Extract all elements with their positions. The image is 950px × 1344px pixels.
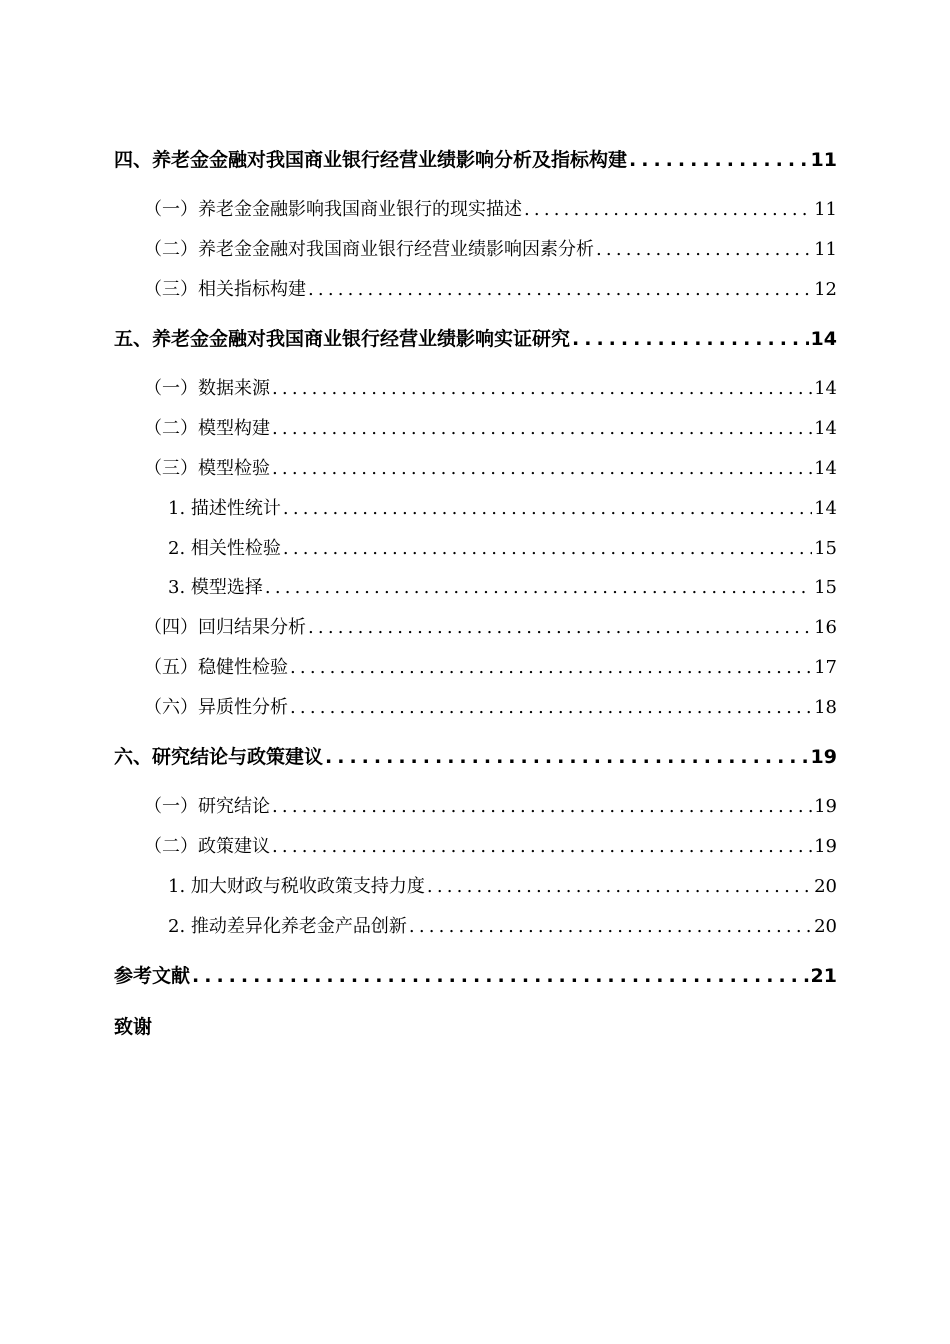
toc-entry-title: （二）政策建议 (144, 836, 270, 857)
toc-entry-5-6[interactable] (144, 693, 837, 723)
dot-leader (263, 573, 812, 603)
dot-leader (190, 961, 809, 991)
toc-entry-page: 14 (810, 328, 837, 350)
dot-leader (281, 494, 812, 524)
dot-leader (270, 454, 812, 484)
toc-entry-title: （二）模型构建 (144, 418, 270, 439)
toc-entry-5-3[interactable] (144, 454, 837, 484)
toc-entry-4-3[interactable] (144, 275, 837, 305)
toc-entry-title: （二）养老金金融对我国商业银行经营业绩影响因素分析 (144, 239, 594, 260)
toc-entry-5-4[interactable] (144, 613, 837, 643)
toc-entry-page: 14 (814, 378, 837, 399)
toc-entry-title: 参考文献 (114, 965, 191, 987)
dot-leader (306, 275, 812, 305)
toc-entry-page: 11 (814, 239, 837, 260)
toc-entry-page: 11 (810, 149, 837, 171)
toc-entry-chapter-6[interactable] (114, 742, 837, 772)
toc-entry-title: 四、养老金金融对我国商业银行经营业绩影响分析及指标构建 (114, 149, 628, 171)
toc-entry-chapter-5[interactable] (114, 324, 837, 354)
dot-leader (270, 374, 812, 404)
toc-entry-acknowledgements[interactable] (114, 1012, 837, 1042)
toc-entry-title: （六）异质性分析 (144, 697, 288, 718)
toc-entry-title: （一）数据来源 (144, 378, 270, 399)
toc-entry-title: （三）模型检验 (144, 458, 270, 479)
toc-entry-5-3-3[interactable] (168, 573, 837, 603)
dot-leader (270, 414, 812, 444)
toc-entry-page: 15 (814, 577, 837, 598)
toc-entry-page: 17 (814, 657, 837, 678)
toc-entry-page: 12 (814, 279, 837, 300)
toc-entry-page: 20 (814, 876, 837, 897)
toc-entry-6-1[interactable] (144, 792, 837, 822)
toc-entry-5-3-2[interactable] (168, 534, 837, 564)
toc-entry-page: 16 (814, 617, 837, 638)
toc-entry-title: 2. 推动差异化养老金产品创新 (168, 916, 407, 937)
toc-entry-title: 3. 模型选择 (168, 577, 263, 598)
toc-entry-title: 五、养老金金融对我国商业银行经营业绩影响实证研究 (114, 328, 571, 350)
toc-entry-page: 19 (814, 796, 837, 817)
toc-entry-4-1[interactable] (144, 195, 837, 225)
dot-leader (281, 534, 812, 564)
toc-entry-page: 14 (814, 458, 837, 479)
toc-entry-page: 14 (814, 498, 837, 519)
toc-entry-title: 2. 相关性检验 (168, 538, 281, 559)
toc-entry-6-2-2[interactable] (168, 912, 837, 942)
dot-leader (323, 742, 809, 772)
toc-entry-title: 1. 描述性统计 (168, 498, 281, 519)
toc-entry-page: 15 (814, 538, 837, 559)
toc-entry-title: （五）稳健性检验 (144, 657, 288, 678)
toc-entry-5-3-1[interactable] (168, 494, 837, 524)
toc-entry-chapter-4[interactable] (114, 145, 837, 175)
toc-entry-title: （三）相关指标构建 (144, 279, 306, 300)
dot-leader (570, 324, 809, 354)
dot-leader (270, 832, 812, 862)
toc-entry-6-2-1[interactable] (168, 872, 837, 902)
toc-entry-page: 21 (810, 965, 837, 987)
dot-leader (288, 653, 812, 683)
toc-entry-page: 19 (814, 836, 837, 857)
dot-leader (288, 693, 812, 723)
toc-entry-5-1[interactable] (144, 374, 837, 404)
toc-entry-title: （一）养老金金融影响我国商业银行的现实描述 (144, 199, 522, 220)
dot-leader (407, 912, 812, 942)
toc-entry-page: 20 (814, 916, 837, 937)
toc-entry-page: 11 (814, 199, 837, 220)
toc-entry-page: 19 (810, 746, 837, 768)
toc-entry-title: （一）研究结论 (144, 796, 270, 817)
dot-leader (522, 195, 812, 225)
dot-leader (270, 792, 812, 822)
toc-entry-5-5[interactable] (144, 653, 837, 683)
dot-leader (425, 872, 812, 902)
dot-leader (594, 235, 812, 265)
toc-entry-5-2[interactable] (144, 414, 837, 444)
toc-entry-6-2[interactable] (144, 832, 837, 862)
dot-leader (627, 145, 809, 175)
toc-entry-title: 致谢 (114, 1016, 153, 1038)
toc-entry-page: 14 (814, 418, 837, 439)
toc-entry-4-2[interactable] (144, 235, 837, 265)
toc-entry-page: 18 (814, 697, 837, 718)
toc-entry-title: 六、研究结论与政策建议 (114, 746, 324, 768)
toc-entry-title: （四）回归结果分析 (144, 617, 306, 638)
dot-leader (306, 613, 812, 643)
toc-entry-references[interactable] (114, 961, 837, 991)
toc-entry-title: 1. 加大财政与税收政策支持力度 (168, 876, 425, 897)
